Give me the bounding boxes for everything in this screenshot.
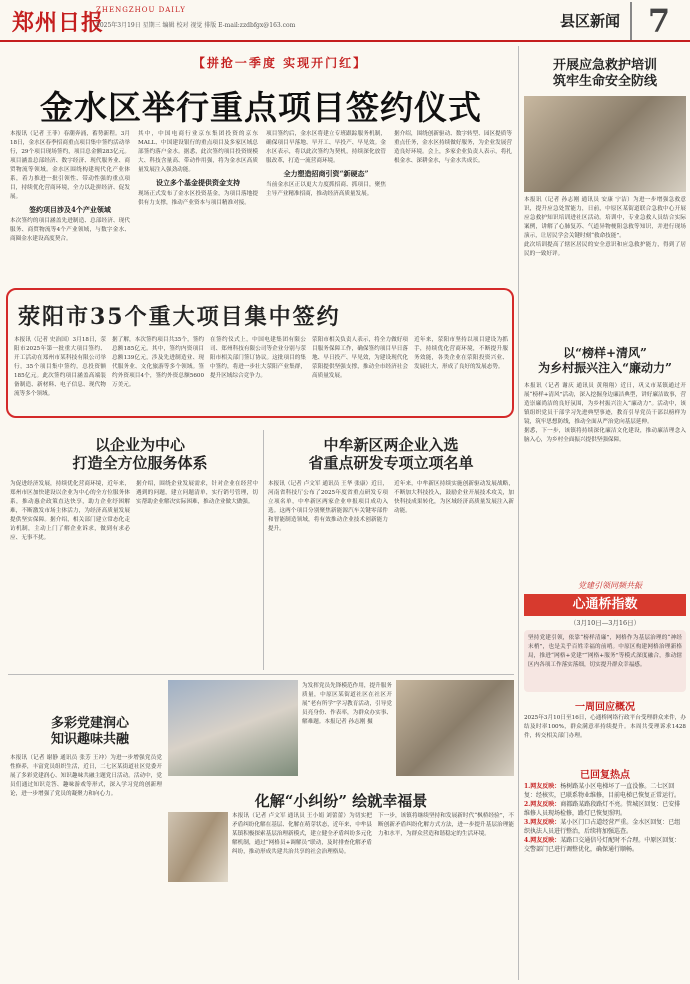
dispute-photo xyxy=(168,812,228,882)
honor-headline: 以“榜样+清风” 为乡村振兴注入“廉动力” xyxy=(538,346,672,375)
xingyang-column-4: 荥阳市相关负责人表示，将全力做好项目服务保障工作，确保签约项目早日落地、早日投产、早见效，为建设现代化荥阳提供坚强支撑，推动全市经济社会高质量发展。 xyxy=(312,337,408,379)
lead-subhead-3: 全力塑造招商引资“新硬态” xyxy=(283,169,369,178)
lead-text-3: 项目签约后，金水区将建立专班跟踪服务机制，确保项目早落地、早开工、早投产、早见效。金水区表示，将以此次签约为契机，持续深化放管服改革，打造一流营商环境。 xyxy=(266,131,386,164)
xingyang-column-1: 本报讯（记者 史治国）3月18日，荥阳市2025年第一批重大项目签约、开工活动在郑州市某科技有限公司举行，35个项目集中签约，总投资额185亿元。此次签约项目涵盖高端装备制造、新材料、电子信息、现代物流等多个领域。 xyxy=(14,337,106,397)
party-headline: 多彩党建润心 知识趣味共融 xyxy=(50,716,129,747)
column-divider xyxy=(263,430,264,670)
rescue-text-1: 本报讯（记者 孙志刚 通讯员 安康 宁洁）为进一步增强急救意识，提升应急处置能力，日前，中原区某街道联合急救中心开展应急救护知识培训进社区活动。培训中，专业急救人员结合实际案例，讲解了心肺复苏、气道异物梗阻急救等知识，并进行现场演示，让居民学会关键时刻“救命技能”。 xyxy=(524,197,686,239)
zhongmou-headline: 中牟新区两企业入选 省重点研发专项立项名单 xyxy=(308,436,474,472)
honor-text-1: 本报讯（记者 谢庆 通讯员 黄翔翔）近日，巩义市某镇通过开展“榜样+清风”活动，深入挖掘身边廉洁典型，讲好廉洁故事，营造崇廉尚洁的良好氛围，为乡村振兴注入“廉动力”。活动中，该镇组织党员干部学习先进典型事迹，教育引导党员干部以榜样为镜，筑牢思想防线，推动全面从严治党向基层延伸。 xyxy=(524,383,686,425)
hot-reply-text: 某路口交通信号灯配时不合理。中原区回复：交警部门已进行调整优化，确保通行顺畅。 xyxy=(524,837,681,853)
rescue-headline: 开展应急救护培训 筑牢生命安全防线 xyxy=(552,58,657,89)
party-text: 本报讯（记者 谢静 通讯员 张芳 王冲）为进一步增强党员党性修养，丰富党员组织生活，近日，二七区某街道社区党委开展了多彩党建润心、知识趣味共融主题党日活动。活动中，党员们通过知识竞答、趣味游戏等形式，深入学习党的创新理论，进一步增强了党员的凝聚力和向心力。 xyxy=(10,755,162,797)
zhongmou-text-2: 近年来，中牟新区持续实施创新驱动发展战略，不断加大科技投入，鼓励企业开展技术攻关，加快科技成果转化，为区域经济高质量发展注入新动能。 xyxy=(394,481,514,514)
dispute-text-1: 本报讯（记者 卢文军 通讯员 王小娟 刘蕾蕾）为切实把矛盾纠纷化解在基层、化解在萌芽状态，近年来，中牟县某镇积极探索基层治理新模式，建立健全矛盾纠纷多元化解机制，通过“网格员+调解员”联动，及时排查化解矛盾纠纷，推动形成共建共治共享的社会治理格局。 xyxy=(232,813,372,855)
hot-replies-title: 已回复热点 xyxy=(580,770,630,781)
hot-replies-list xyxy=(524,782,686,980)
lead-headline: 金水区举行重点项目签约仪式 xyxy=(40,88,482,127)
index-title-band: 心通桥指数 xyxy=(524,594,686,616)
hot-reply-text: 商都路某路段路灯不亮。管城区回复：已安排维修人员现场检修，路灯已恢复照明。 xyxy=(524,801,681,817)
xingyang-headline: 荥阳市35个重大项目集中签约 xyxy=(18,304,341,330)
service-text-2: 据介绍，围绕企业发展需求，针对企业在经营中遇到的问题，建立问题清单，实行销号管理，切实帮助企业解决实际困难，推动企业做大做强。 xyxy=(136,481,258,505)
xingyang-column-3: 在签约仪式上，中国电建集团有限公司、郑州科技有限公司等企业分别与荥阳市相关部门签订协议。这批项目的集中签约，将进一步壮大荥阳产业集群，提升区域综合竞争力。 xyxy=(210,337,306,379)
lead-text-4: 据介绍，围绕创新驱动、数字转型、园区提质等重点任务，金水区持续做好服务，为企业发展营造良好环境。会上，多家企业负责人表示，将扎根金水、深耕金水，与金水共成长。 xyxy=(394,131,512,164)
party-photo xyxy=(168,680,298,776)
hot-reply-label: 2.网友反映： xyxy=(524,801,561,808)
dateline: 2025年3月19日 星期三 编辑 校对 视觉 排版 E-mail:zzdbfgx@163.com xyxy=(96,22,296,29)
week-overview-text: 2025年3月10日至16日，心通桥网络行政平台受理群众来件，办结及时率100%，群众满意率持续提升。本周共受理诉求1428件，转交相关部门办理。 xyxy=(524,715,686,739)
lead-text-2: 其中，中国电商行业京东集团投资的京东MALL、中国建设银行的重点项目及多家区域总部签约落户金水。据悉，此次签约项目投资规模大、科技含量高、带动作用强，将为金水区高质量发展注入强劲动能。 xyxy=(138,131,258,173)
right-column-divider xyxy=(518,46,519,980)
service-headline: 以企业为中心 打造全方位服务体系 xyxy=(72,436,208,472)
lead-subhead-1: 签约项目涉及4个产业领域 xyxy=(29,205,111,214)
rescue-photo xyxy=(524,96,686,192)
honor-text-2: 据悉，下一步，该镇将持续深化廉洁文化建设，推动廉洁理念入脑入心，为乡村全面振兴提供坚强保障。 xyxy=(524,428,686,443)
dispute-text-2: 下一步，该镇将继续坚持和发展新时代“枫桥经验”，不断创新矛盾纠纷化解方式方法，进一步提升基层治理能力和水平，为群众营造和谐稳定的生活环境。 xyxy=(378,813,514,837)
newspaper-logo-en: ZHENGZHOU DAILY xyxy=(96,6,186,14)
lead-column-2 xyxy=(138,130,258,282)
hot-reply-item xyxy=(524,782,686,800)
section-title: 县区新闻 xyxy=(560,12,621,30)
lead-column-3 xyxy=(266,130,386,282)
section-tag: 党建引领同频共振 xyxy=(578,581,642,590)
rescue-text-2: 此次培训提高了辖区居民的安全意识和应急救护能力，得到了居民的一致好评。 xyxy=(524,242,686,257)
lead-column-1 xyxy=(10,130,130,282)
xingyang-column-5: 近年来，荥阳市坚持以项目建设为抓手，持续优化营商环境，不断提升服务效能，各类企业在荥阳投资兴业、发展壮大，形成了良好的发展态势。 xyxy=(414,337,508,370)
lead-subhead-2: 设立多个基金提供资金支持 xyxy=(156,178,240,187)
section-divider xyxy=(8,674,514,675)
lead-banner: 【拼抢一季度 实现开门红】 xyxy=(192,56,368,70)
party-photo-caption: 为发挥党员先锋模范作用，提升服务质量，中原区某街道社区在社区开展“老有所学”学习教育活动，引导党员亮身份、作表率，为群众办实事、解难题。本报记者 孙志刚 摄 xyxy=(302,683,392,725)
index-date-range: （3月10日—3月16日） xyxy=(569,619,641,627)
service-text-1: 为促进经济发展，持续优化营商环境，近年来，郑州市区加快建设以企业为中心的全方位服务体系，推动惠企政策直达快享，助力企业纾困解难，不断激发市场主体活力，为经济高质量发展提供坚实保障。据介绍，相关部门建立常态化走访机制，主动上门了解企业诉求，做到有求必应、无事不扰。 xyxy=(10,481,130,541)
hot-reply-text: 某小区门口占道经营严重。金水区回复：已组织执法人员进行整治，后续将加强巡查。 xyxy=(524,819,681,835)
zhongmou-text-1: 本报讯（记者 卢文军 通讯员 王华 张康）近日，河南省科技厅公布了2025年度省重点研发专项立项名单，中牟新区两家企业申报项目成功入选。这两个项目分别聚焦新能源汽车关键零部件和智能制造领域，将有效推动企业技术创新能力提升。 xyxy=(268,481,388,532)
hot-reply-label: 4.网友反映： xyxy=(524,837,561,844)
lead-column-4 xyxy=(394,130,512,282)
party-photo-2 xyxy=(396,680,514,776)
xingyang-column-2: 据了解，本次签约项目共35个，签约总额185亿元。其中，签约内资项目总额139亿元，涉及先进制造业、现代服务业、文化旅游等多个领域。签约外资项目4个，签约外资总额5600万美元。 xyxy=(112,337,204,388)
newspaper-logo: 郑州日报 xyxy=(12,10,105,36)
masthead xyxy=(0,0,690,42)
hot-reply-label: 3.网友反映： xyxy=(524,819,561,826)
week-overview-title: 一周回应概况 xyxy=(575,702,635,713)
rescue-text xyxy=(524,196,686,310)
lead-text-2b: 现场正式发布了金水区投资基金，为项目落地提供有力支撑，推动产业资本与项目精准对接。 xyxy=(138,191,258,206)
lead-text-1b: 本次签约的项目涵盖先进制造、总部经济、现代服务、商贸物流等4个产业领域，与数字金水、商圈金水建设高度契合。 xyxy=(10,218,130,242)
index-summary-box: 坚持党建引领，依靠“榜样清廉”，网格作为基层治理的“神经末梢”，也是关乎百姓幸福的前哨。中原区构建网格治理新格局，推进“网格+党建”“网格+服务”等模式深度融合，推动辖区内各项工作落实落细，切实提升群众幸福感。 xyxy=(524,630,686,692)
dispute-headline: 化解“小纠纷” 绘就幸福景 xyxy=(254,792,428,810)
hot-reply-item xyxy=(524,800,686,818)
hot-reply-item xyxy=(524,836,686,854)
lead-text-1: 本报讯（记者 王菲）春潮奔涌，蓄势新程。3月18日，金水区春季招商重点项目集中签约活动举行，29个项目现场签约，项目总金额283亿元。项目涵盖总部经济、数字经济、现代服务业、商贸物流等领域。金水区围绕构建现代化产业体系，着力推进一批引领性、带动性强的重点项目，持续优化营商环境，全力以赴拼经济、促发展。 xyxy=(10,131,130,200)
hot-reply-label: 1.网友反映： xyxy=(524,783,561,790)
honor-text xyxy=(524,382,686,572)
hot-reply-item xyxy=(524,818,686,836)
hot-reply-text: 杨树路某小区电梯坏了一直没修。二七区回复：经核实，已联系物业维修，目前电梯已恢复正常运行。 xyxy=(524,783,681,799)
lead-text-3b: 当前金水区正以更大力度抓招商、抓项目，聚焦主导产业精准招商，推动经济高质量发展。 xyxy=(266,182,386,197)
page-number: 7 xyxy=(630,2,686,40)
